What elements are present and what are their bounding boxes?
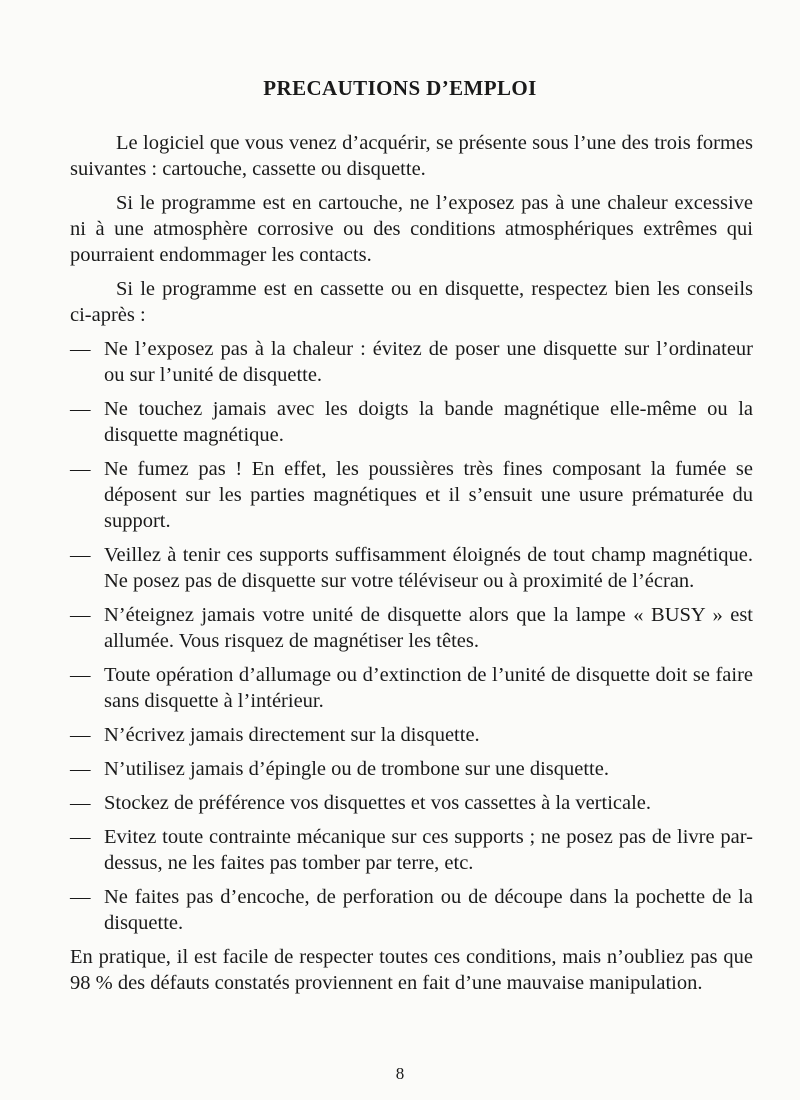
dash-marker: — (70, 886, 91, 908)
dash-marker: — (70, 758, 91, 780)
list-item (70, 662, 753, 714)
list-item-text: Toute opération d’allumage ou d’extinction de l’unité de disquette doit se faire sans disquette à l’intérieur. (104, 664, 753, 712)
dash-marker: — (70, 458, 91, 480)
page-number: 8 (395, 1064, 405, 1083)
dash-marker: — (70, 338, 91, 360)
list-item-text: N’utilisez jamais d’épingle ou de trombone sur une disquette. (104, 758, 609, 780)
list-item (70, 396, 753, 448)
dash-marker: — (70, 544, 91, 566)
list-item-text: Stockez de préférence vos disquettes et vos cassettes à la verticale. (104, 792, 652, 814)
list-item-text: Veillez à tenir ces supports suffisamment éloignés de tout champ magnétique. Ne posez pas de disquette sur votre téléviseur ou à proximité de l’écran. (104, 544, 753, 592)
dash-marker: — (70, 792, 91, 814)
list-item-text: Ne faites pas d’encoche, de perforation ou de découpe dans la pochette de la disquette. (104, 886, 753, 934)
list-item (70, 790, 753, 816)
list-item (70, 602, 753, 654)
list-item-text: Evitez toute contrainte mécanique sur ces supports ; ne posez pas de livre par-dessus, ne les faites pas tomber par terre, etc. (104, 826, 753, 874)
list-item-text: N’écrivez jamais directement sur la disquette. (104, 724, 480, 746)
list-item (70, 336, 753, 388)
list-item (70, 756, 753, 782)
cassette-disk-paragraph: Si le programme est en cassette ou en disquette, respectez bien les conseils ci-après : (70, 278, 753, 326)
dash-marker: — (70, 604, 91, 626)
list-item (70, 722, 753, 748)
closing-paragraph: En pratique, il est facile de respecter toutes ces conditions, mais n’oubliez pas que 98 % des défauts constatés proviennent en fait d’une mauvaise manipulation. (70, 946, 753, 994)
list-item (70, 542, 753, 594)
page-title: PRECAUTIONS D’EMPLOI (263, 76, 537, 100)
dash-marker: — (70, 398, 91, 420)
intro-paragraph: Le logiciel que vous venez d’acquérir, se présente sous l’une des trois formes suivantes : cartouche, cassette ou disquette. (70, 132, 753, 180)
dash-marker: — (70, 826, 91, 848)
cartridge-paragraph: Si le programme est en cartouche, ne l’exposez pas à une chaleur excessive ni à une atmosphère corrosive ou des conditions atmosphériques extrêmes qui pourraient endommager les contacts. (70, 192, 753, 266)
list-item-text: Ne fumez pas ! En effet, les poussières très fines composant la fumée se déposent sur les parties magnétiques et il s’ensuit une usure prématurée du support. (104, 458, 753, 532)
dash-marker: — (70, 664, 91, 686)
list-item-text: Ne l’exposez pas à la chaleur : évitez de poser une disquette sur l’ordinateur ou sur l’unité de disquette. (104, 338, 753, 386)
list-item-text: Ne touchez jamais avec les doigts la bande magnétique elle-même ou la disquette magnétique. (104, 398, 753, 446)
list-item-text: N’éteignez jamais votre unité de disquette alors que la lampe « BUSY » est allumée. Vous risquez de magnétiser les têtes. (104, 604, 753, 652)
list-item (70, 824, 753, 876)
list-item (70, 884, 753, 936)
list-item (70, 456, 753, 534)
dash-marker: — (70, 724, 91, 746)
document-body (70, 130, 753, 1004)
